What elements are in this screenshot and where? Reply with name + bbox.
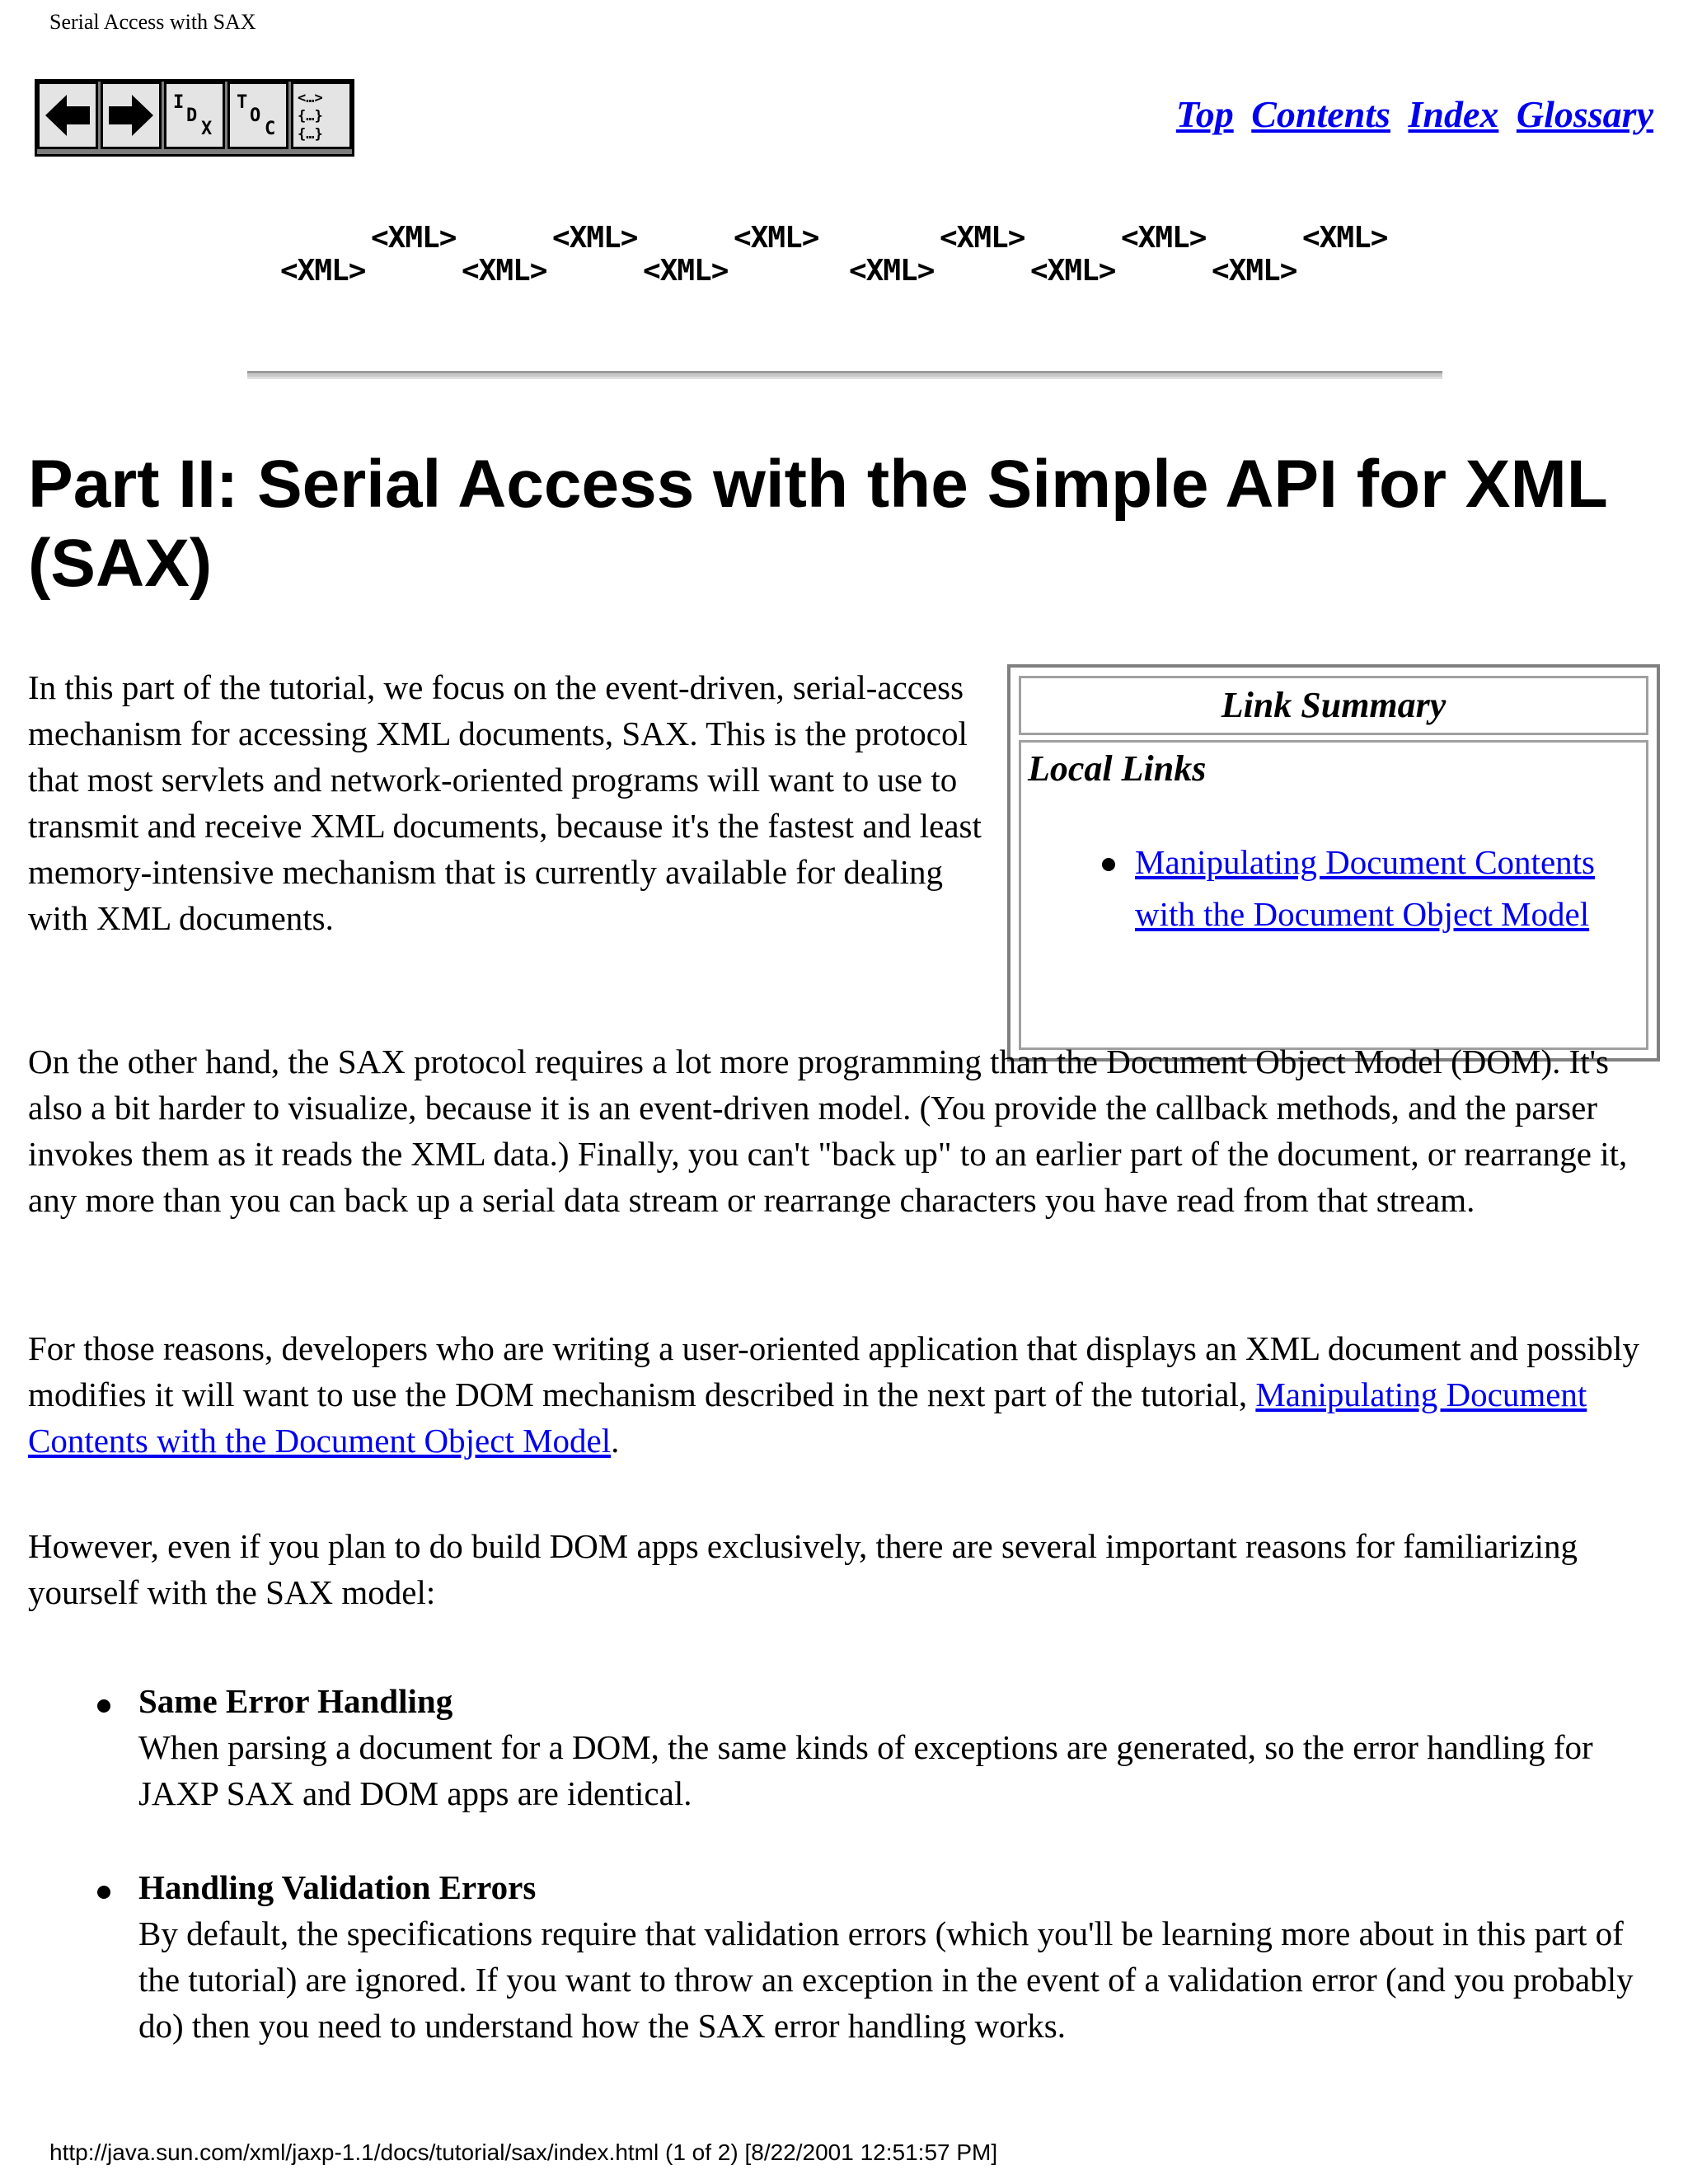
dom-part-link[interactable]: Manipulating Document Contents with the Document Object Model — [28, 1376, 1587, 1460]
para3-text: For those reasons, developers who are writing a user-oriented application that displays an XML document and possibly modifies it will want to use the DOM mechanism described in the next part of the tutorial, — [28, 1329, 1639, 1413]
bullet-icon — [97, 1699, 110, 1713]
page-title: Part II: Serial Access with the Simple API for XML (SAX) — [28, 447, 1607, 601]
local-links-heading: Local Links — [1028, 748, 1207, 789]
xml-banner-tag: <XML> — [1212, 254, 1297, 288]
paragraph-reasons-intro: However, even if you plan to do build DOM apps exclusively, there are several important reasons for familiarizing yourself with the SAX model: — [28, 1527, 1578, 1611]
bullet-icon — [1102, 858, 1115, 871]
toc-icon[interactable] — [227, 82, 288, 149]
index-glyph — [168, 87, 221, 144]
index-icon[interactable] — [164, 82, 225, 149]
link-summary-body — [1019, 740, 1648, 1050]
svg-text:<…>: <…> — [298, 90, 323, 106]
page-footer-url: http://java.sun.com/xml/jaxp-1.1/docs/tutorial/sax/index.html (1 of 2) [8/22/2001 12:51:57 PM] — [49, 2139, 998, 2165]
xml-banner-tag: <XML> — [1030, 254, 1116, 288]
toc-glyph — [232, 87, 284, 144]
svg-text:{…}: {…} — [298, 108, 323, 124]
svg-text:C: C — [265, 119, 276, 139]
next-arrow-glyph — [106, 90, 157, 141]
reason-title: Handling Validation Errors — [138, 1868, 537, 1906]
glossary-link[interactable]: Glossary — [1516, 93, 1653, 135]
svg-text:T: T — [237, 92, 248, 113]
nav-icon-bar — [35, 79, 354, 157]
svg-text:{…}: {…} — [298, 126, 323, 143]
svg-text:X: X — [201, 119, 213, 139]
paragraph-sax-drawbacks: On the other hand, the SAX protocol requires a lot more programming than the Document Object Model (DOM). It's also a bit harder to visualize, because it is an event-driven model. (You provide the callback methods, and the parser invokes them as it reads the XML data.) Finally, you can't "back up" to an earlier part of the document, or rearrange it, any more than you can back up a serial data stream or rearrange characters you have read from that stream. — [28, 1043, 1628, 1219]
top-nav-links — [1168, 92, 1653, 136]
local-links-list — [1135, 837, 1597, 940]
svg-text:I: I — [173, 92, 185, 113]
link-summary-title: Link Summary — [1019, 676, 1648, 735]
xml-banner — [280, 221, 1418, 303]
top-link[interactable]: Top — [1175, 93, 1234, 135]
bullet-icon — [97, 1886, 110, 1899]
xml-banner-tag: <XML> — [849, 254, 935, 288]
local-link-dom[interactable]: Manipulating Document Contents with the Document Object Model — [1135, 843, 1595, 933]
xml-banner-tag: <XML> — [280, 254, 366, 288]
previous-arrow-glyph — [42, 90, 93, 141]
xml-banner-tag: <XML> — [371, 221, 457, 255]
page-header-title: Serial Access with SAX — [49, 10, 256, 34]
xml-banner-tag: <XML> — [462, 254, 547, 288]
horizontal-rule — [247, 371, 1442, 379]
xml-banner-tag: <XML> — [1302, 221, 1388, 255]
xml-brackets-icon[interactable] — [291, 82, 352, 149]
intro-paragraph: In this part of the tutorial, we focus on the event-driven, serial-access mechanism for accessing XML documents, SAX. This is the protocol that most servlets and network-oriented programs will want to use to transmit and receive XML documents, because it's the fastest and least memory-intensive mechanism that is currently available for dealing with XML documents. — [28, 668, 982, 937]
reason-text: By default, the specifications require that validation errors (which you'll be learning more about in this part of the tutorial) are ignored. If you want to throw an exception in the event of a validation error (and you probably do) then you need to understand how the SAX error handling works. — [138, 1915, 1634, 2045]
reason-title: Same Error Handling — [138, 1682, 453, 1720]
next-arrow-icon[interactable] — [101, 82, 162, 149]
para3-period: . — [611, 1422, 620, 1460]
reason-text: When parsing a document for a DOM, the same kinds of exceptions are generated, so the error handling for JAXP SAX and DOM apps are identical. — [138, 1728, 1593, 1812]
reason-item — [138, 1678, 1672, 1816]
paragraph-dom-recommendation — [28, 1325, 1668, 1464]
xml-brackets-glyph — [294, 86, 349, 145]
svg-text:O: O — [250, 105, 261, 126]
xml-banner-tag: <XML> — [734, 221, 819, 255]
previous-arrow-icon[interactable] — [37, 82, 98, 149]
link-summary-box — [1007, 664, 1660, 1062]
xml-banner-tag: <XML> — [1121, 221, 1207, 255]
xml-banner-tag: <XML> — [552, 221, 638, 255]
contents-link[interactable]: Contents — [1251, 93, 1390, 135]
xml-banner-tag: <XML> — [643, 254, 729, 288]
index-link[interactable]: Index — [1408, 93, 1499, 135]
xml-banner-tag: <XML> — [940, 221, 1025, 255]
reason-item — [138, 1864, 1672, 2049]
svg-text:D: D — [186, 105, 198, 126]
